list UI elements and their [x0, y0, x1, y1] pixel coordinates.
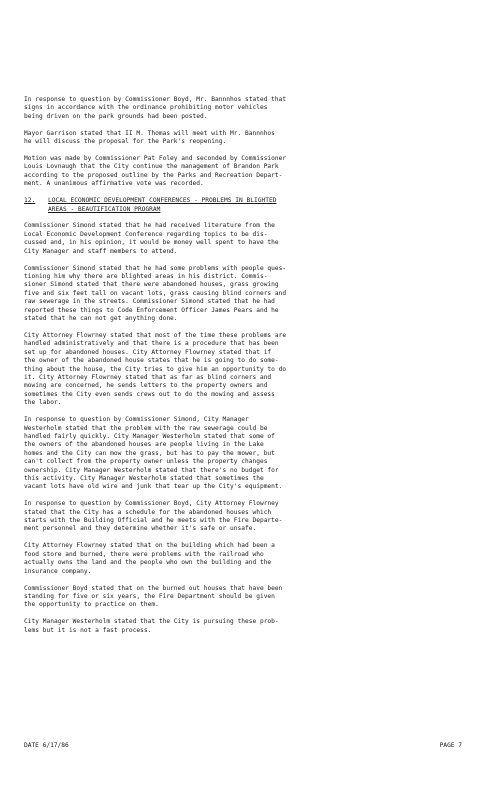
- section-heading: [24, 197, 464, 214]
- paragraph: Motion was made by Commissioner Pat Foley and seconded by Commissioner Louis Lovnaugh that the City continue the management of Brandon Park according to the proposed outline by the Parks and Recreation Depart- ment. A unanimous affirmative vote was recorded.: [24, 155, 287, 188]
- paragraph: City Manager Westerholm stated that the City is pursuing these prob- lems but it is not a fast process.: [24, 618, 279, 634]
- section-title: LOCAL ECONOMIC DEVELOPMENT CONFERENCES - PROBLEMS IN BLIGHTED AREAS - BEAUTIFICATION PROGRAM: [48, 197, 277, 213]
- paragraph: In response to question by Commissioner Simond, City Manager Westerholm stated that the problem with the raw sewerage could be handled fairly quickly. City Manager Westerholm stated that some of the owners of the abandoned houses are people living in the Lake homes and the City can mow the grass, but has to pay the mower, but can't collect from the property owner unless the property changes ownership. City Manager Westerholm stated that there's no budget for this activity. City Manager Westerholm stated that sometimes the vacant lots have old wire and junk that tear up the City's equipment.: [24, 416, 283, 491]
- paragraph: Commissioner Boyd stated that on the burned out houses that have been standing for five or six years, the Fire Department should be given the opportunity to practice on them.: [24, 584, 283, 609]
- document-body: [24, 96, 464, 644]
- paragraph: Mayor Garrison stated that II M. Thomas will meet with Mr. Bannnhos he will discuss the proposal for the Park's reopening.: [24, 129, 275, 146]
- footer-page-number: PAGE 7: [439, 742, 462, 749]
- section-number: 12.: [24, 197, 36, 205]
- paragraph: Commissioner Simond stated that he had some problems with people ques- tioning him why there are blighted areas in his district. Commis- sioner Simond stated that there were abandoned houses, grass growing five and six feet tall on vacant lots, grass causing blind corners and raw sewerage in the streets. Commissioner Simond stated that he had reported these things to Code Enforcement Officer James Pears and he stated that he can not get anything done.: [24, 264, 287, 323]
- footer-date: DATE 6/17/86: [24, 742, 69, 749]
- paragraph: Commissioner Simond stated that he had received literature from the Local Economic Development Conference regarding topics to be dis- cussed and, in his opinion, it would be money well spent to have the City Manager and staff members to attend.: [24, 222, 279, 255]
- paragraph: In response to question by Commissioner Boyd, City Attorney Flowrney stated that the City has a schedule for the abandoned houses which starts with the Building Official and he meets with the Fire Departe- ment personnel and they determine whether it's safe or unsafe.: [24, 500, 283, 533]
- paragraph: City Attorney Flowrney stated that most of the time these problems are handled administratively and that there is a procedure that has been set up for abandoned houses. City Attorney Flowrney stated that if the owner of the abandoned house states that he is going to do some- thing about the house, the City tries to give him an opportunity to do it. City Attorney Flowrney stated that as far as blind corners and mowing are concerned, he sends letters to the property owners and sometimes the City even sends crews out to do the mowing and assess the labor.: [24, 331, 287, 407]
- paragraph: City Attorney Flowrney stated that on the building which had been a food store and burned, there were problems with the railroad who actually owns the land and the people who own the building and the insurance company.: [24, 542, 275, 575]
- paragraph: In response to question by Commissioner Boyd, Mr. Bannnhos stated that signs in accordance with the ordinance prohibiting motor vehicles being driven on the park grounds had been posted.: [24, 96, 287, 120]
- page-footer: [24, 742, 462, 749]
